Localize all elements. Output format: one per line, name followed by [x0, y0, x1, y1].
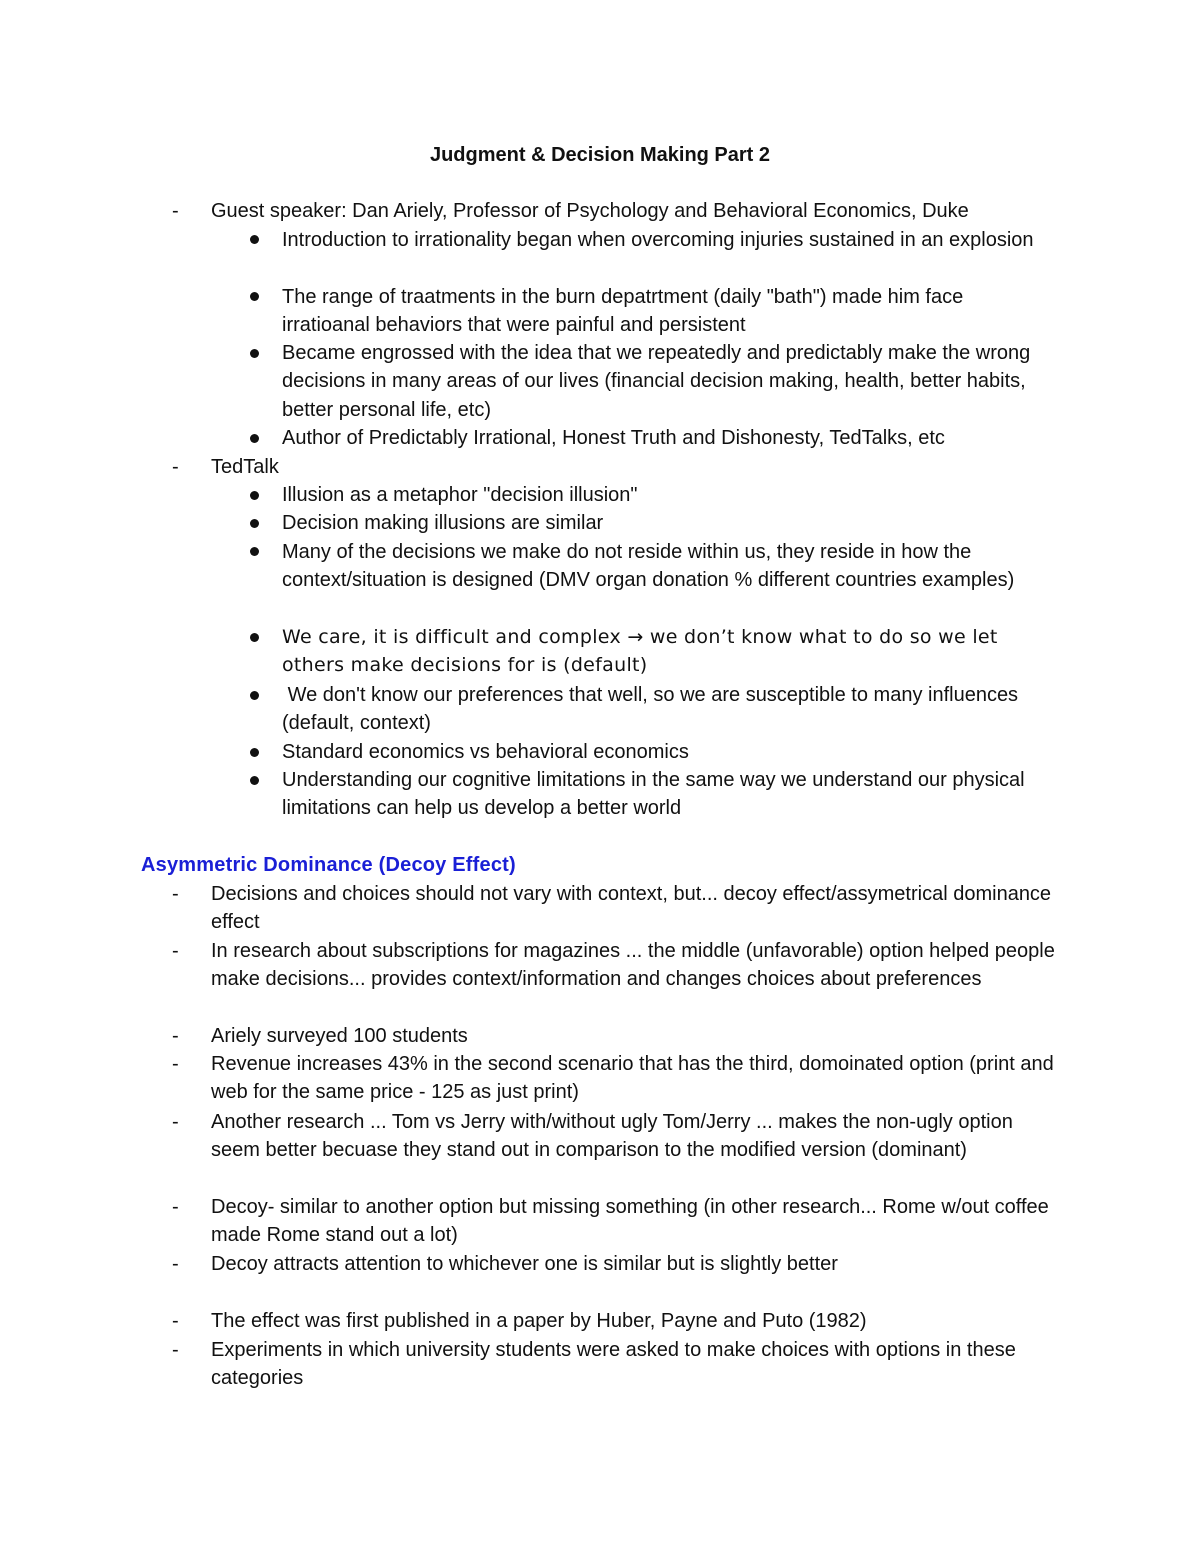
list-dash: -	[172, 1310, 179, 1332]
bullet-icon	[250, 292, 259, 301]
list-item: Decisions and choices should not vary with context, but... decoy effect/assymetrical dominance effect	[211, 883, 1052, 934]
list-item: Another research ... Tom vs Jerry with/without ugly Tom/Jerry ... makes the non-ugly option seem better becuase they stand out in comparison to the modified version (dominant)	[211, 1111, 1013, 1162]
sub-list-item: The range of traatments in the burn depatrtment (daily "bath") made him face irratioanal behaviors that were painful and persistent	[282, 286, 964, 337]
bullet-icon	[250, 691, 259, 700]
sub-list-item: We care, it is difficult and complex → we don’t know what to do so we let others make decisions for is (default)	[282, 626, 998, 677]
sub-list-item: Standard economics vs behavioral economics	[282, 741, 689, 763]
sub-list-item: Author of Predictably Irrational, Honest Truth and Dishonesty, TedTalks, etc	[282, 427, 945, 449]
sub-list-item: Decision making illusions are similar	[282, 512, 604, 534]
list-dash: -	[172, 883, 179, 905]
bullet-icon	[250, 235, 259, 244]
list-item: Decoy attracts attention to whichever one is similar but is slightly better	[211, 1253, 838, 1275]
list-dash: -	[172, 1025, 179, 1047]
list-dash: -	[172, 456, 179, 478]
list-item: Decoy- similar to another option but missing something (in other research... Rome w/out coffee made Rome stand out a lot)	[211, 1196, 1049, 1247]
list-item: In research about subscriptions for magazines ... the middle (unfavorable) option helped people make decisions... provides context/information and changes choices about preferences	[211, 940, 1055, 991]
bullet-icon	[250, 491, 259, 500]
list-dash: -	[172, 1253, 179, 1275]
list-dash: -	[172, 200, 179, 222]
list-dash: -	[172, 1196, 179, 1218]
list-item: Ariely surveyed 100 students	[211, 1025, 468, 1047]
list-item: The effect was first published in a paper by Huber, Payne and Puto (1982)	[211, 1310, 867, 1332]
section-heading: Asymmetric Dominance (Decoy Effect)	[141, 854, 516, 876]
bullet-icon	[250, 748, 259, 757]
bullet-icon	[250, 776, 259, 785]
list-item: Experiments in which university students were asked to make choices with options in these categories	[211, 1339, 1016, 1390]
sub-list-item: Many of the decisions we make do not reside within us, they reside in how the context/situation is designed (DMV organ donation % different countries examples)	[282, 541, 1015, 592]
bullet-icon	[250, 547, 259, 556]
list-item: Guest speaker: Dan Ariely, Professor of Psychology and Behavioral Economics, Duke	[211, 200, 969, 222]
list-item: Revenue increases 43% in the second scenario that has the third, domoinated option (print and web for the same price - 125 as just print)	[211, 1053, 1054, 1104]
sub-list-item: We don't know our preferences that well, so we are susceptible to many influences (default, context)	[282, 684, 1024, 735]
list-dash: -	[172, 940, 179, 962]
bullet-icon	[250, 349, 259, 358]
sub-list-item: Understanding our cognitive limitations in the same way we understand our physical limitations can help us develop a better world	[282, 769, 1025, 820]
list-item: TedTalk	[211, 456, 279, 478]
sub-list-item: Became engrossed with the idea that we repeatedly and predictably make the wrong decisions in many areas of our lives (financial decision making, health, better habits, better personal life, etc)	[282, 342, 1031, 421]
list-dash: -	[172, 1339, 179, 1361]
bullet-icon	[250, 434, 259, 443]
list-dash: -	[172, 1053, 179, 1075]
sub-list-item: Introduction to irrationality began when overcoming injuries sustained in an explosion	[282, 229, 1034, 251]
list-dash: -	[172, 1111, 179, 1133]
page-title: Judgment & Decision Making Part 2	[429, 144, 771, 166]
sub-list-item: Illusion as a metaphor "decision illusion"	[282, 484, 638, 506]
bullet-icon	[250, 519, 259, 528]
bullet-icon	[250, 633, 259, 642]
